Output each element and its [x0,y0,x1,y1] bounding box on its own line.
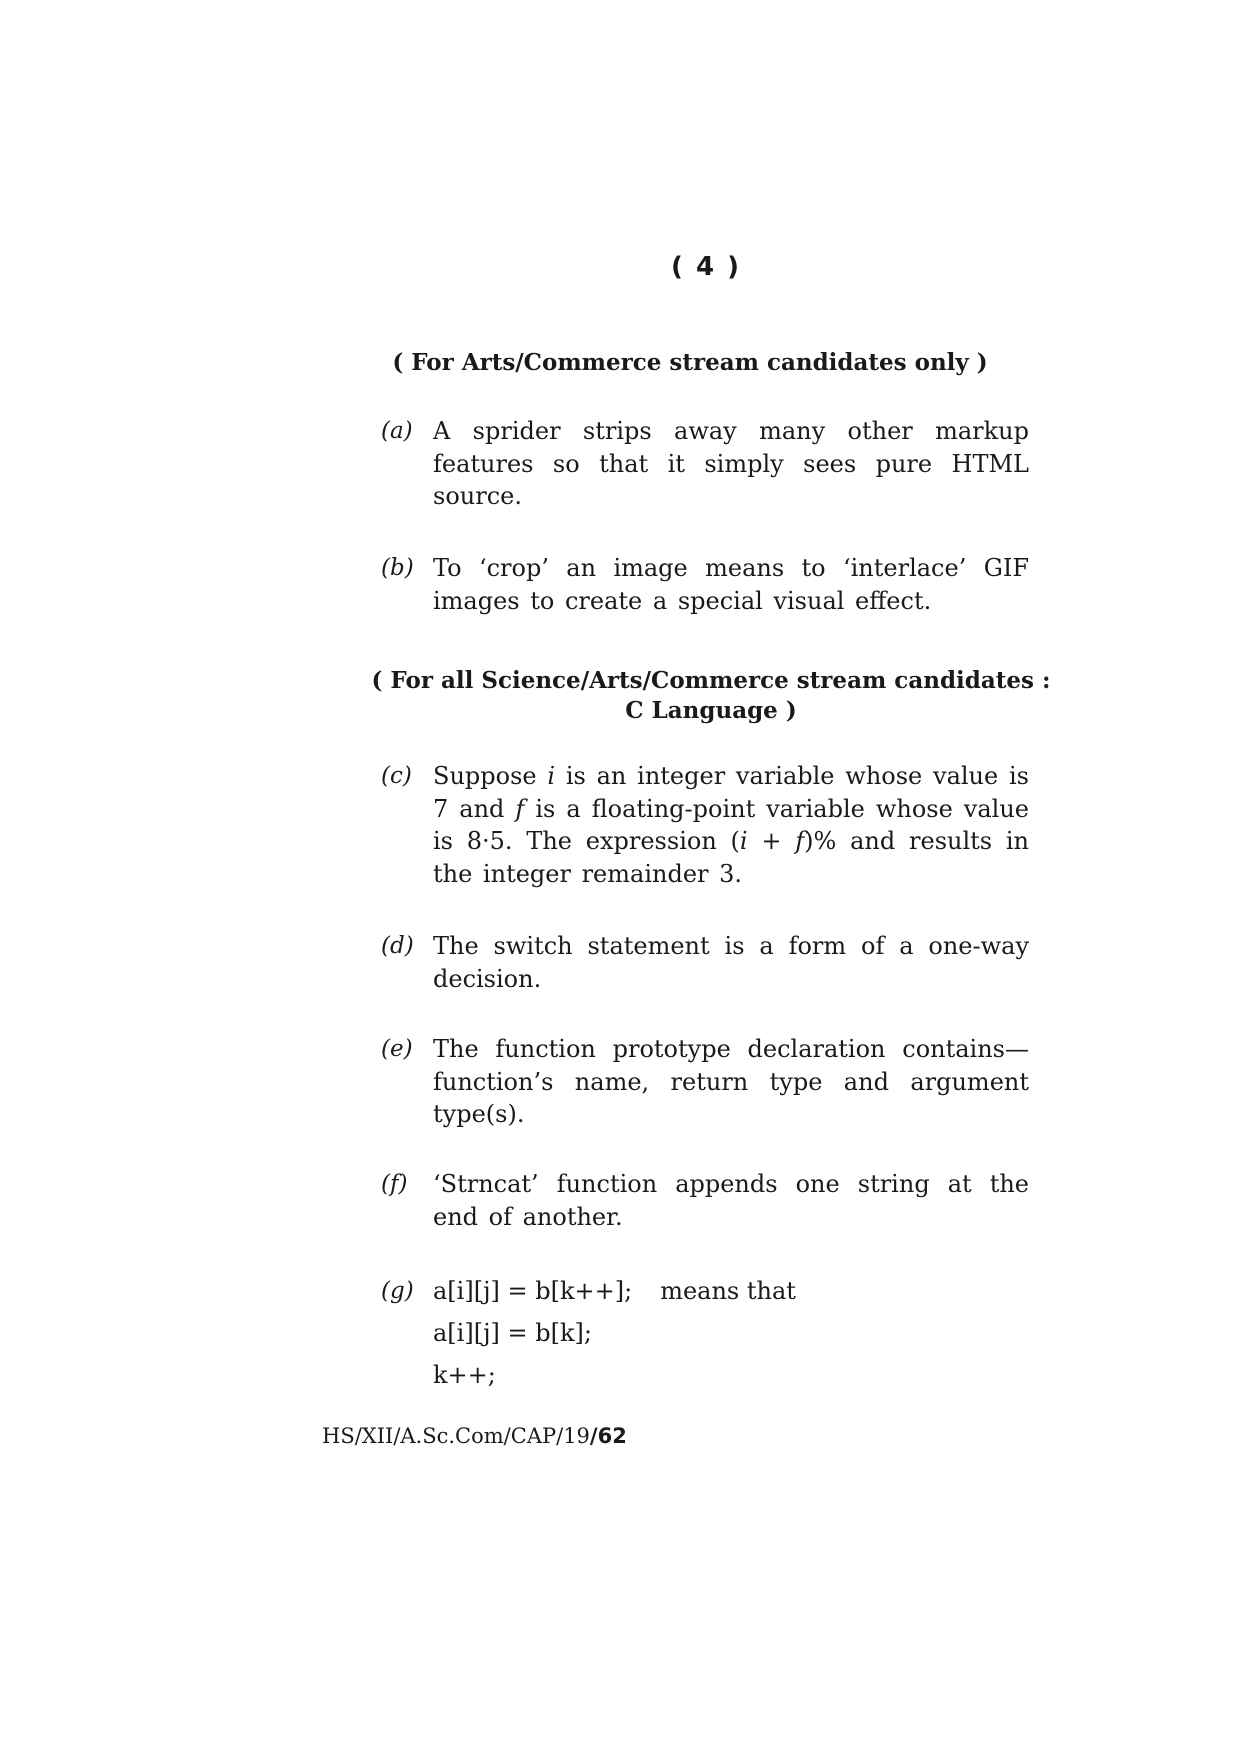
question-b [381,552,1031,617]
question-text: To ‘crop’ an image means to ‘interlace’ GIF images to create a special visual effect. [433,554,1029,615]
question-text: ‘Strncat’ function appends one string at the end of another. [433,1170,1029,1231]
variable-f: f [515,794,525,823]
paper-code-prefix: HS/XII/A.Sc.Com/CAP/19 [322,1424,590,1448]
expression-f: f [795,827,805,855]
expression-plus: + [747,827,796,855]
text-segment: )% and results in the integer remainder 3. [433,827,1030,888]
section-heading-line2: C Language ) [625,697,797,724]
text-segment: is an integer variable whose value is 7 and [433,762,1029,823]
question-label: (d) [381,933,414,959]
question-d [381,930,1031,995]
page-number: ( 4 ) [671,252,741,282]
question-label: (g) [381,1278,414,1304]
text-segment: is a floating-point variable whose value is 8·5. The expression ( [433,794,1030,855]
paper-code-suffix: /62 [589,1424,627,1448]
question-text: The function prototype declaration contains—function’s name, return type and argument type(s). [433,1035,1029,1128]
code-line-1 [433,1270,1031,1312]
code-line-3: k++; [433,1361,496,1389]
section-heading-c-language [355,666,1067,726]
section-heading-line1: ( For all Science/Arts/Commerce stream candidates : [371,667,1051,694]
question-label: (b) [381,555,414,581]
question-a [381,415,1031,513]
code-statement: a[i][j] = b[k++]; [433,1277,633,1305]
question-g [381,1270,1031,1396]
question-label: (a) [381,418,413,444]
question-text: A sprider strips away many other markup features so that it simply sees pure HTML source. [433,417,1029,510]
question-text [433,760,1029,890]
question-text: The switch statement is a form of a one-way decision. [433,932,1029,993]
question-label: (c) [381,763,412,789]
question-f [381,1168,1031,1233]
variable-i: i [547,762,556,790]
paper-code [322,1424,627,1448]
question-c [381,760,1031,890]
code-line-2: a[i][j] = b[k]; [433,1319,592,1347]
question-e [381,1033,1031,1131]
expression-i: i [739,827,748,855]
question-label: (e) [381,1036,413,1062]
code-explanation: means that [660,1277,796,1305]
text-segment: Suppose [433,762,548,790]
section-heading-arts-commerce: ( For Arts/Commerce stream candidates only ) [392,349,988,376]
question-label: (f) [381,1171,408,1197]
